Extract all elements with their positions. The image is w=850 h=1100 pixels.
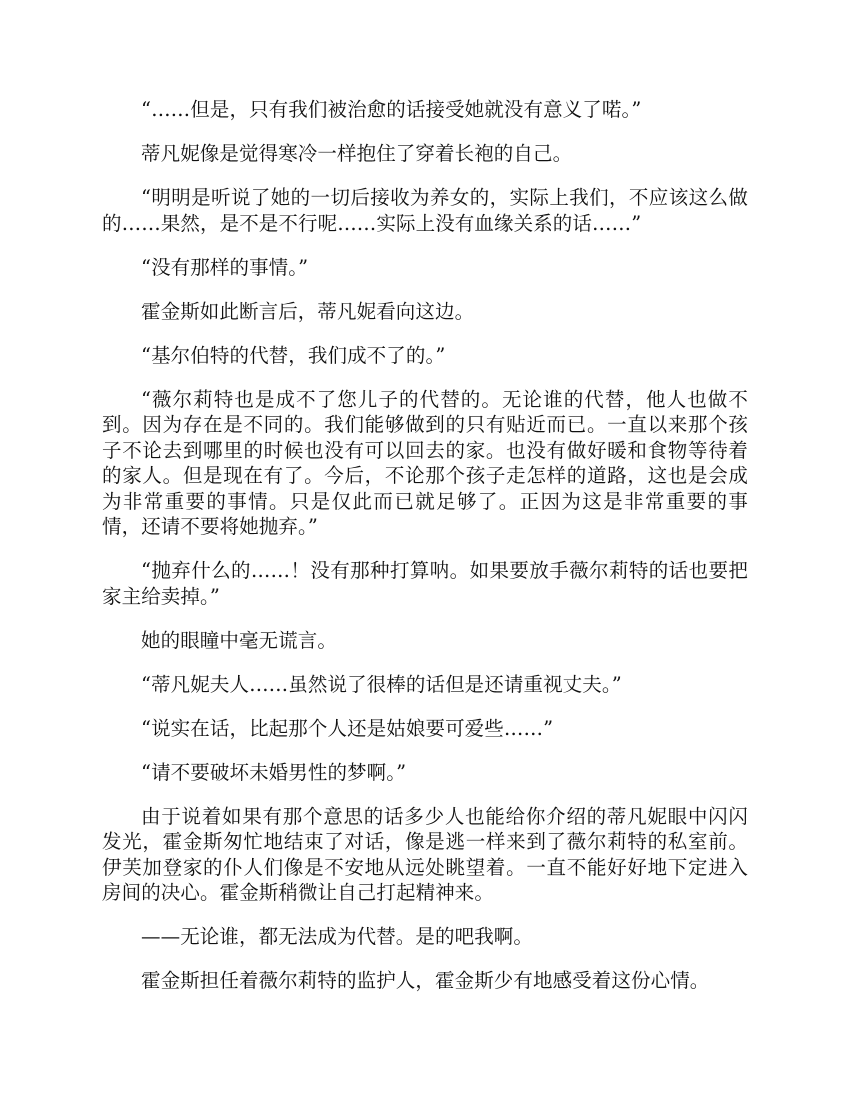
paragraph: “没有那样的事情。”	[141, 255, 309, 279]
paragraph: 她的眼瞳中毫无谎言。	[141, 628, 338, 652]
paragraph: “薇尔莉特也是成不了您儿子的代替的。无论谁的代替，他人也做不到。因为存在是不同的。我们能够做到的只有贴近而已。一直以来那个孩子不论去到哪里的时候也没有可以回去的家。也没有做好暖和食物等待着的家人。但是现在有了。今后，不论那个孩子走怎样的道路，这也是会成为非常重要的事情。只是仅此而已就足够了。正因为这是非常重要的事情，还请不要将她抛弃。”	[102, 387, 748, 538]
paragraph: “明明是听说了她的一切后接收为养女的，实际上我们，不应该这么做的……果然，是不是不行呢……实际上没有血缘关系的话……”	[102, 186, 748, 235]
paragraph: 霍金斯担任着薇尔莉特的监护人，霍金斯少有地感受着这份心情。	[141, 969, 710, 992]
paragraph: “请不要破坏未婚男性的梦啊。”	[141, 760, 407, 784]
paragraph: “基尔伯特的代替，我们成不了的。”	[141, 343, 446, 367]
paragraph: 由于说着如果有那个意思的话多少人也能给你介绍的蒂凡妮眼中闪闪发光，霍金斯匆忙地结束了对话，像是逃一样来到了薇尔莉特的私室前。伊芙加登家的仆人们像是不安地从远处眺望着。一直不能好好地下定进入房间的决心。霍金斯稍微让自己打起精神来。	[102, 804, 748, 904]
paragraph: “……但是，只有我们被治愈的话接受她就没有意义了喏。”	[141, 98, 642, 121]
paragraph: ——无论谁，都无法成为代替。是的吧我啊。	[141, 925, 534, 948]
paragraph: “抛弃什么的……！没有那种打算呐。如果要放手薇尔莉特的话也要把家主给卖掉。”	[102, 559, 748, 608]
paragraph: 霍金斯如此断言后，蒂凡妮看向这边。	[141, 299, 475, 323]
paragraph: “蒂凡妮夫人……虽然说了很棒的话但是还请重视丈夫。”	[141, 672, 622, 696]
paragraph: 蒂凡妮像是觉得寒冷一样抱住了穿着长袍的自己。	[141, 142, 573, 165]
paragraph: “说实在话，比起那个人还是姑娘要可爱些……”	[141, 716, 554, 740]
document-page	[102, 97, 748, 1012]
